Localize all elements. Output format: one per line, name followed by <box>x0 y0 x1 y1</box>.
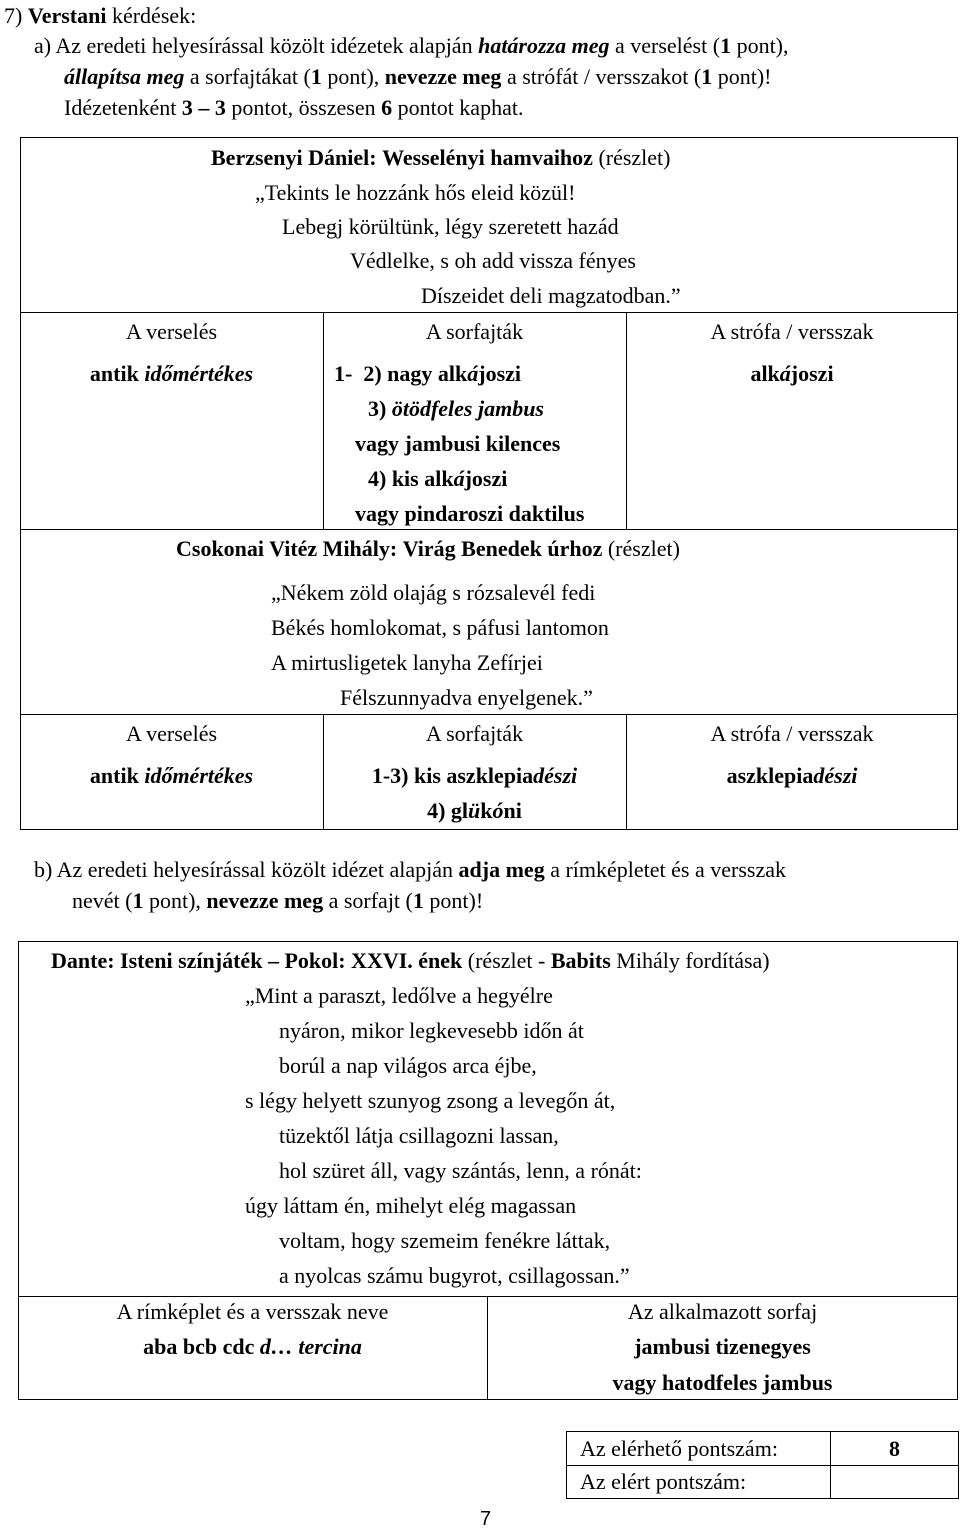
score-max-label: Az elérhető pontszám: <box>580 1436 778 1461</box>
answer-rimkeplet: aba bcb cdc d… tercina <box>143 1334 362 1359</box>
answer-sorfajta: 1- 2) nagy alkájoszi <box>334 361 522 386</box>
poem-3-line: hol szüret áll, vagy szántás, lenn, a rónát: <box>279 1158 642 1183</box>
poem-2-line: Félszunnyadva enyelgenek.” <box>340 685 593 710</box>
answer-strofa: alkájoszi <box>750 361 834 386</box>
column-header-rimkeplet: A rímképlet és a versszak neve <box>116 1299 389 1324</box>
poem-3-line: nyáron, mikor legkevesebb időn át <box>279 1018 584 1043</box>
column-header-verseles: A verselés <box>125 721 218 746</box>
column-header-sorfaj: Az alkalmazott sorfaj <box>627 1299 818 1324</box>
poem-3-title: Dante: Isteni színjáték – Pokol: XXVI. ének (részlet - Babits Mihály fordítása) <box>51 948 770 973</box>
answer-verseles: antik időmértékes <box>89 763 254 788</box>
poem-3-line: borúl a nap világos arca éjbe, <box>279 1053 537 1078</box>
column-header-strofa: A strófa / versszak <box>710 721 874 746</box>
poem-3-line: „Mint a paraszt, ledőlve a hegyélre <box>245 983 553 1008</box>
column-header-sorfajtak: A sorfajták <box>425 319 524 344</box>
answer-sorfajta: 4) kis alkájoszi <box>368 466 508 491</box>
poem-2-line: A mirtusligetek lanyha Zefírjei <box>271 650 543 675</box>
score-got-label: Az elért pontszám: <box>580 1469 747 1494</box>
task-b-line-2: nevét (1 pont), nevezze meg a sorfajt (1 pont)! <box>72 888 484 913</box>
column-header-strofa: A strófa / versszak <box>710 319 874 344</box>
section-heading: 7) Verstani kérdések: <box>4 3 197 28</box>
poem-1-line: Lebegj körültünk, légy szeretett hazád <box>282 214 619 239</box>
divider <box>18 1296 958 1297</box>
poem-2-title: Csokonai Vitéz Mihály: Virág Benedek úrhoz (részlet) <box>176 536 680 561</box>
poem-1-title: Berzsenyi Dániel: Wesselényi hamvaihoz (részlet) <box>211 145 671 170</box>
column-header-sorfajtak: A sorfajták <box>425 721 524 746</box>
column-header-verseles: A verselés <box>125 319 218 344</box>
answer-sorfajta: vagy pindaroszi daktilus <box>355 501 585 526</box>
divider <box>20 529 958 530</box>
poem-1-line: „Tekints le hozzánk hős eleid közül! <box>255 180 576 205</box>
answer-sorfaj: vagy hatodfeles jambus <box>612 1370 833 1395</box>
answer-strofa: aszklepiadészi <box>726 763 858 788</box>
poem-3-line: voltam, hogy szemeim fenékre láttak, <box>279 1228 611 1253</box>
poem-3-line: úgy láttam én, mihelyt elég magassan <box>245 1193 577 1218</box>
answer-sorfajta: 4) glükóni <box>427 798 522 823</box>
score-max-value: 8 <box>889 1436 900 1461</box>
divider <box>20 312 958 313</box>
poem-2-line: Békés homlokomat, s páfusi lantomon <box>271 615 609 640</box>
task-b-line-1: b) Az eredeti helyesírással közölt idézet alapján adja meg a rímképletet és a versszak <box>34 857 786 882</box>
divider <box>566 1465 959 1466</box>
answer-sorfajta: 3) ötödfeles jambus <box>368 396 544 421</box>
task-a-line-2: állapítsa meg a sorfajtákat (1 pont), nevezze meg a strófát / versszakot (1 pont)! <box>64 64 772 89</box>
answer-sorfajta: 1-3) kis aszklepiadészi <box>371 763 578 788</box>
answer-sorfaj: jambusi tizenegyes <box>634 1334 811 1359</box>
poem-1-line: Díszeidet deli magzatodban.” <box>421 283 681 308</box>
page-number: 7 <box>480 1508 492 1530</box>
answer-verseles: antik időmértékes <box>89 361 254 386</box>
poem-1-line: Védlelke, s oh add vissza fényes <box>350 248 636 273</box>
poem-3-line: tüzektől látja csillagozni lassan, <box>279 1123 559 1148</box>
divider <box>20 714 958 715</box>
task-a-line-1: a) Az eredeti helyesírással közölt idézetek alapján határozza meg a verselést (1 pont), <box>34 33 789 58</box>
task-a-line-3: Idézetenként 3 – 3 pontot, összesen 6 pontot kaphat. <box>64 95 524 120</box>
poem-3-line: s légy helyett szunyog zsong a levegőn át, <box>245 1088 616 1113</box>
answer-sorfajta: vagy jambusi kilences <box>355 431 561 456</box>
poem-2-line: „Nékem zöld olajág s rózsalevél fedi <box>271 580 596 605</box>
poem-3-line: a nyolcas számu bugyrot, csillagossan.” <box>279 1263 630 1288</box>
